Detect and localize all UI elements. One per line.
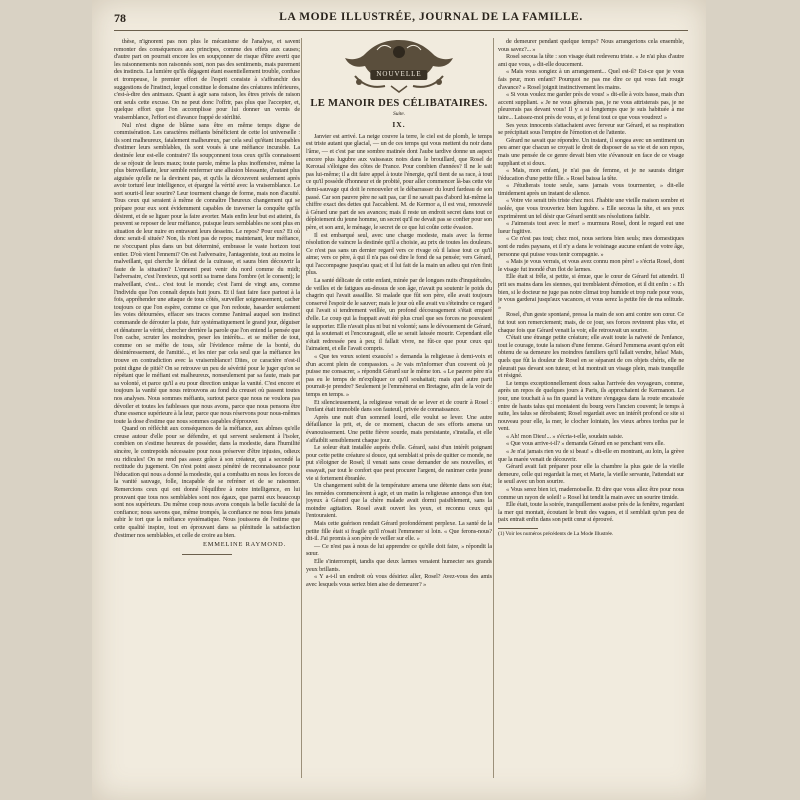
vignette-label: NOUVELLE	[370, 70, 427, 80]
right-column	[498, 38, 684, 786]
left-column	[114, 38, 300, 786]
paragraph: « Vous serez bien ici, mademoiselle. Et dire que vous allez être pour nous comme un rayon de soleil! » Rosel lui tendit la main avec un sourire timide.	[498, 486, 684, 501]
paragraph: « Si vous voulez me garder près de vous! » dit-elle à voix basse, mais d'un accent suppliant. « Je ne vous gênerais pas, je ne vous attristerais pas, je ne pleurerais pas devant vous! Il y a si longtemps que je suis habituée à me taire... Laissez-moi près de vous, et je ferai tout ce que vous voudrez! »	[498, 91, 684, 121]
column-divider	[301, 38, 302, 778]
paragraph: « Mais, mon enfant, je n'ai pas de femme, et je ne saurais diriger l'éducation d'une petite fille. » Rosel baissa la tête.	[498, 167, 684, 182]
paragraph: Le soleur était installée auprès d'elle. Gérard, saisi d'un intérêt poignant pour cette petite créature si douce, qui semblait si près de quitter ce monde, ne put s'éloigner de Rosel; il venait sans cesse demander de ses nouvelles, et essayait, par tout le confort que peut procurer l'argent, de ranimer cette jeune vie si fortement ébranlée.	[306, 444, 492, 482]
author-signature: EMMELINE RAYMOND.	[203, 541, 286, 549]
paragraph: Un changement subit de la température amena une détente dans son état; les remèdes commencèrent à agir, et un matin la religieuse annonça d'un ton joyeux à Gérard que la chère malade avait dormi paisiblement, sans la moindre agitation. Rosel avait ouvert les yeux, et reconnu ceux qui l'entouraient.	[306, 482, 492, 520]
ornamental-vignette	[306, 38, 492, 96]
paragraph: Quand on réfléchit aux conséquences de la méfiance, aux abîmes qu'elle creuse autour d'elle pour se défendre, et qui servent seulement à l'isoler, combien on s'estime heureux de posséder, dans la modestie, dans l'humilité sincère, le contrepoids nécessaire pour nous préserver d'être injustes, odieux ou ridicules! On ne rend pas assez grâce à son créateur, qui a secondé la rectitude du jugement. On n'est point assez pénétré de reconnaissance pour l'éducation qui nous a donné la modestie, qui a combattu en nous les forces de la vanité sauvage, folle, incapable de se refréner et de se raisonner. Remercions ceux qui ont donné l'équilibre à notre intelligence, en lui prouvant que tous nos semblables sont nos égaux, que parmi eux beaucoup sont nos supérieurs. Du même coup nous avons conquis la belle faculté de la confiance; nous savons que, même trompés, la confiance ne nous fera jamais subir le tort que la méfiance systématique. Nous jouissons de l'estime que cette qualité inspire, tout en éprouvant dans sa plénitude la satisfaction d'estimer nos semblables, et celle de croire au bien.	[114, 425, 300, 539]
paragraph: « Mais vous songiez à un arrangement... Quel est-il? Est-ce que je vous fais peur, mon enfant? Pourquoi ne pas me dire ce qui vous fait rougir d'avance? » Rosel joignit instinctivement les mains.	[498, 68, 684, 91]
paragraph: « Je n'ai jamais rien vu de si beau! » dit-elle en montrant, au loin, la grève que la marée venait de découvrir.	[498, 448, 684, 463]
paragraph: Rosel, d'un geste spontané, pressa la main de son ami contre son cœur. Ce fut tout son remerciement; mais, de ce jour, ses forces revinrent plus vite, et chaque fois que Gérard venait la voir, elle retrouvait un sourire.	[498, 311, 684, 334]
page-header	[114, 4, 688, 31]
journal-page	[92, 0, 706, 800]
paragraph: Gérard ne savait que répondre. Un instant, il songea avec un sentiment un peu amer que chacun se croyait le droit de disposer de sa vie et de son repos, mais une pensée de ce genre devait bien vite s'évanouir en face de ce visage suppliant et si doux.	[498, 136, 684, 167]
chapter-number: IX.	[392, 120, 406, 130]
paragraph: Il est embarqué seul, avec une charge modeste, mais avec la ferme résolution de vaincre la destinée qu'il a choisie, au prix de toutes les douleurs. Ce n'est pas sans un dernier regard vers ce rivage où il laisse tout ce qu'il aime; vers ce père, à qui il n'a pas osé dire le fond de sa pensée; vers Gérard, qui l'accompagne jusqu'au quai; et il lui fait de la main un adieu qui n'en finit plus.	[306, 231, 492, 277]
footnote: (1) Voir les numéros précédents de La Mode Illustrée.	[498, 531, 614, 537]
middle-column	[306, 38, 492, 786]
paragraph: « Que tes vœux soient exaucés! » demanda la religieuse à demi-voix et d'un accent plein de compassion. « Je vais m'informer d'un couvent où je puisse me consacrer, » répondit Gérard sur le même ton. « Le pauvre père n'a pas eu le temps de m'expliquer ce qu'il souhaitait; mais quel autre parti pourrait-je prendre? Seulement je l'emmènerai en Bretagne, afin de la voir de temps en temps. »	[306, 353, 492, 398]
paragraph: thèse, n'ignorent pas non plus le mécanisme de l'analyse, et savent remonter des conséquences aux principes, comme des effets aux causes; d'autre part on pourrait encore les en soupçonner de risque d'être averti que les raisonnements non raisonnés sont, non pas des sentiments, mais purement des instincts. La lumière qu'ils dégagent étant essentiellement trouble, confuse et trompeuse, le premier effort de l'esprit consiste à s'affranchir des suggestions de l'instinct, lequel constitue le domaine des créatures inférieures, c'est-à-dire des animaux. Quant à agir sans raison, les êtres privés de raison ont seuls cette excuse. On ne peut donc l'offrir, pas plus que l'accepter, et, quelque effort que l'on accomplisse pour lui donner un vernis de vraisemblance, l'effort est d'avance frappé de stérilité.	[114, 38, 300, 121]
paragraph: « J'étudierais toute seule, sans jamais vous tourmenter, » dit-elle timidement après un instant de silence.	[498, 182, 684, 197]
paragraph: Ses yeux innocents s'attachaient avec ferveur sur Gérard, et sa respiration se précipitait sous l'empire de l'émotion et de l'attente.	[498, 121, 684, 137]
serial-title: LE MANOIR DES CÉLIBATAIRES.	[310, 98, 488, 109]
paragraph: « Votre vie serait très triste chez moi. J'habite une vieille maison sombre et isolée, que vous trouveriez bien lugubre. » Elle secoua la tête, et ses yeux exprimèrent un tel désir que Gérard sentit ses résolutions faiblir.	[498, 197, 684, 220]
paragraph: Nul n'est digne de blâme sans être en même temps digne de commisération. Les caractères méfiants bénéficient de cette loi universelle : ils sont malheureux, fatalement malheureux, par cela seul qu'étant incapables d'estimer leurs semblables, ils sont voués à une méfiance incurable. La destinée leur est-elle contraire? Ils soupçonnent tous ceux qu'ils connaissent de se réjouir de leurs maux; toute parole, même la plus inoffensive, même la plus bienveillante, leur semble renfermer une allusion blessante, d'autant plus aiguisée qu'elle ne la devinent pas, et qu'ils la découvrent seulement après avoir torturé leur intelligence, et épargné la vérité avec la vraisemblance. Le sort sourit-il leur sourire? Leur tourment change de forme, mais non d'acuité. Tous ceux qui seraient à même de connaître l'heureux changement qui se prépare pour eux sont évidemment capables de traverser la conquête qu'ils désirent, et de se liguer pour la faire avorter. Mais enfin leur but est atteint, ils peuvent se reposer de leur méfiance, puisque leurs semblables ne sont plus en situation de leur nuire en entravant leurs desseins. Le repos? Pour eux? Et où donc serait-il située? Non, ils n'ont pas de repos; maintenant, leur méfiance, ne s'occupant plus dans un but déterminé, embrasse le vaste horizon tout entier. D'où vient l'ennemi? On est l'adversaire, l'antagoniste, tout au moins le malveillant, qui cherche le défaut de la cuirasse, et saura bien découvrir la faute de la situation? L'ennemi peut venir du nord comme du midi; l'adversaire, c'est l'envieux, qui sortit sa trame dans l'ombre (et le consent); le malveillant, c'est... c'est tout le monde; c'est l'ami de vingt ans, comme l'individu que l'on connaît depuis huit jours. Et il faut faire face partout à la fois, appréhender une attaque de tous côtés, surveiller soigneusement, cacher toujours ce que l'on espère, comme ce que l'on redoute, hasarder seulement les voies détournées, effacer ses traces comme l'animal auquel son instinct commande de dérouter la piste, fuir systématiquement le grand jour, déguiser et dénaturer la vérité, chercher derrière la parole que l'on entend la pensée que l'on cache, scruter les moindres, peser les intérêts... et se méfier de tout, comme on se méfie de tous, sûr l'évidence même de la bonté, du désintéressement, de l'amitié..., et les nier par cela seul que la méfiance les trouve en contradiction avec la vraisemblance! Dites, ce caractère n'est-il point digne de pitié? On se retrouve un peu de sévérité pour le juger qu'on se répétant que le méfiant est malheureux, nonseulement par sa faute, mais par sa volonté, et parce qu'il a eu pour direction unique la vanité. C'est encore et toujours la vanité que nous retrouvons au fond du creuset où passent toutes nos analyses. Nous sommes méfiants, surtout parce que nous ne voulons pas dévoiler et toutes les faiblesses que nous avons, parce que nous pensons être d'une essence supérieure à la leur, parce que nous réservons pour nous-mêmes toute la dose d'estime que nous sommes capables d'éprouver.	[114, 121, 300, 425]
paragraph: Janvier est arrivé. La neige couvre la terre, le ciel est de plomb, le temps est triste autant que glacial, — un de ces temps qui vous mettent du noir dans l'âme, — et c'est par une sombre matinée dont l'aube tardive donne un aspect encore plus lugubre aux vaisseaux noirs dans le brouillard, que Rosel de Keroual s'éloigne des côtes de France. Pour combien d'années? Il ne le sait pas lui-même; il a dit faire appel à toute l'énergie, qu'il tient de sa race, à tout ce qu'il possède d'honneur et de probité, pour aller commencer là-bas cette vie demi-sauvage qui doit le renouveler et le débarrasser du lourd fardeau de son passé. Car son pauvre père ne sait pas, car il ne savait pas d'abord lui-même la chiffre exact des dettes qui l'accablent. M. de Kermor a, il est vrai, renouvelé à Gérard une part de ses avances; mais il reste un endroit secret dans tout ce déploiement du jeune homme, un secret qu'il ne devait pas se confier pour son père, et son ami, le ménage, le secret de ce que lui coûte cette évasion.	[306, 132, 492, 231]
footnote-rule	[498, 528, 538, 529]
paragraph: Rosel secoua la tête : son visage était redevenu triste. « Je n'ai plus d'autre ami que vous, » dit-elle doucement.	[498, 53, 684, 68]
paragraph: « Ce n'est pas tout; chez moi, nous serions bien seuls; mes domestiques sont de rudes paysans, et il n'y a dans le voisinage aucune enfant de votre âge, personne qui puisse vous tenir compagnie. »	[498, 235, 684, 258]
paragraph: Et silencieusement, la religieuse venait de se lever et de courir à Rosel : l'enfant était immobile dans son fauteuil, privée de connaissance.	[306, 398, 492, 414]
paragraph: « Ah! mon Dieu!... » s'écria-t-elle, soudain saisie.	[506, 432, 624, 440]
paragraph: — Ce n'est pas à nous de lui apprendre ce qu'elle doit faire, » répondit la sœur.	[306, 542, 492, 558]
ornament-icon	[339, 38, 459, 94]
paragraph: « J'aimerais tout avec le mer! » murmura Rosel, dont le regard eut une lueur fugitive.	[498, 220, 684, 235]
journal-title: LA MODE ILLUSTRÉE, JOURNAL DE LA FAMILLE.	[279, 11, 583, 23]
paragraph: « Que vous arrive-t-il? » demanda Gérard en se penchant vers elle.	[506, 440, 665, 448]
paragraph: Elle était, toute la soirée, tranquillement assise près de la fenêtre, regardant la mer qui montait, écoutant le bruit des vagues, et il semblait qu'un peu de paix entrait enfin dans son petit cœur si éprouvé.	[498, 501, 684, 524]
page-number: 78	[114, 11, 126, 25]
paragraph: Mais cette guérison rendait Gérard profondément perplexe. La santé de la petite fille était si fragile qu'il n'osait l'emmener si loin. « Que ferons-nous? dit-il. J'ai promis à son père de veiller sur elle. »	[306, 520, 492, 543]
paragraph: Gérard avait fait préparer pour elle la chambre la plus gaie de la vieille demeure, celle qui regardait la mer, et Marie, la vieille servante, l'attendait sur le seuil avec un bon sourire.	[498, 463, 684, 486]
paragraph: Elle s'interrompit, tandis que deux larmes venaient humecter ses grands yeux brillants.	[306, 558, 492, 573]
paragraph: Après une nuit d'un sommeil lourd, elle voulut se lever. Une autre défaillance la prit, et, de ce moment, chacun de ses efforts amena un évanouissement. Une petite fièvre sourde, mais persistante, s'installa, et elle s'affaiblit sensiblement chaque jour.	[306, 413, 492, 444]
paragraph: La santé délicate de cette enfant, minée par de longues nuits d'inquiétudes, de veilles et de fatigues au-dessus de son âge, n'avait pu soutenir le poids du chagrin qui l'avait assaillie. Si malade que fût son père, elle avait toujours conservé l'espoir de le sauver; mais le jour où elle avait vu s'éteindre ce regard qui l'avait si tendrement veillée, un profond découragement s'était emparé d'elle. Le coup qui la frappait avait été plus cruel que ses forces ne pouvaient le supporter. Elle n'avait plus ni but ni volonté; sans le dévouement de Gérard, qui la soutenait et l'encourageait, elle se serait laissée mourir. Cependant elle s'était redressée peu à peu; il fallait vivre, ne fût-ce que pour ceux qui l'aimaient, et elle l'avait compris.	[306, 277, 492, 353]
paragraph: Elle était si frêle, si petite, si émue, que le cœur de Gérard fut attendri. Il prit ses mains dans les siennes, qui tremblaient d'émotion, et il dit enfin : « Eh bien, si le docteur ne juge pas notre climat trop humide et trop rude pour vous, je vous garderai jusqu'aux vacances, et vous serez la petite fée de ma solitude. »	[498, 273, 684, 311]
end-rule	[182, 554, 232, 555]
paragraph: « Mais je vous verrais, et vous avez connu mon père! » s'écria Rosel, dont le visage fut inondé d'un flot de larmes.	[498, 258, 684, 273]
paragraph: C'était une étrange petite créature; elle avait toute la naïveté de l'enfance, tout le courage, toute la raison d'une femme. Gérard l'emmena avant qu'on eût obtenu de sa demeure les moindres familiers qu'il fallait vendre, hélas! Mais, quels que fût la douleur de Rosel en se séparant de ces objets chéris, elle ne pleurait pas devant son tuteur, et lui montrait un visage plein, mais tranquille et résigné.	[498, 334, 684, 380]
paragraph: Le temps exceptionnellement doux salua l'arrivée des voyageurs, comme, après un repos de quelques jours à Paris, ils approchaient de Kermanon. Le jour, une touchait à sa fin quand la voiture s'engagea dans la route encaissée entre de hauts talus qui montaient du bourg vers l'ancien couvent; le temps à suite, les talus se dérobaient; Rosel regardait avec un intérêt profond ce site si nouveau pour elle, la mer, le clocher lointain, les vieux arbres tordus par le vent.	[498, 379, 684, 433]
paragraph: « Y a-t-il un endroit où vous désiriez aller, Rosel? Avez-vous des amis avec lesquels vous seriez bien aise de demeurer? »	[306, 573, 492, 588]
paragraph: de demeurer pendant quelque temps? Nous arrangerions cela ensemble, vous savez?... »	[498, 38, 684, 53]
serial-subtitle: Suite.	[393, 110, 405, 117]
column-divider	[493, 38, 494, 778]
